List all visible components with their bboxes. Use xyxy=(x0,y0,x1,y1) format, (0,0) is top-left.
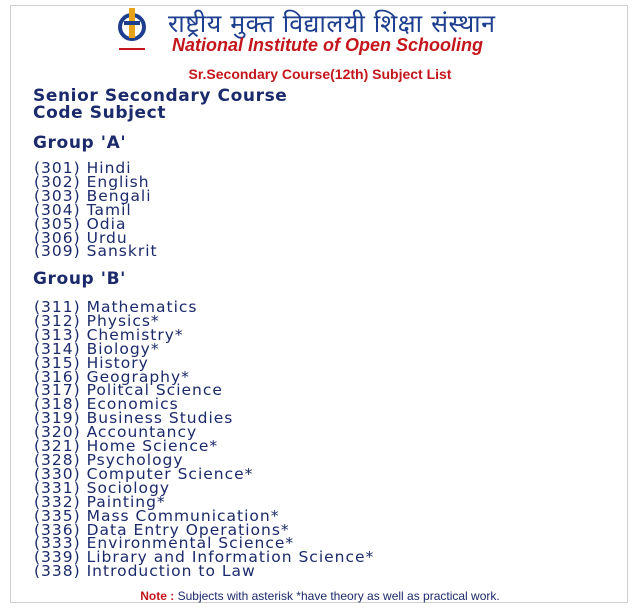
group-a-title: Group 'A' xyxy=(33,133,127,153)
institute-hindi-name: राष्ट्रीय मुक्त विद्यालयी शिक्षा संस्थान xyxy=(168,9,496,38)
page-subtitle: Sr.Secondary Course(12th) Subject List xyxy=(188,66,452,82)
subject-item: (314) Biology* xyxy=(34,339,160,358)
subject-item: (333) Environmental Science* xyxy=(34,534,295,553)
subject-item: (303) Bengali xyxy=(34,186,152,205)
subject-item: (306) Urdu xyxy=(34,228,128,247)
subject-item: (317) Politcal Science xyxy=(34,381,223,400)
subject-item: (315) History xyxy=(34,353,149,372)
group-a-list xyxy=(34,159,158,261)
course-heading: Senior Secondary Course xyxy=(33,86,288,106)
subject-item: (331) Sociology xyxy=(34,478,171,497)
institute-english-name: National Institute of Open Schooling xyxy=(172,35,483,55)
subject-item: (330) Computer Science* xyxy=(34,464,254,483)
subject-item: (312) Physics* xyxy=(34,311,160,330)
note-label: Note : xyxy=(140,589,175,603)
subject-item: (320) Accountancy xyxy=(34,423,198,442)
subject-item: (316) Geography* xyxy=(34,367,190,386)
subject-item: (319) Business Studies xyxy=(34,409,234,428)
note-text: Subjects with asterisk *have theory as well as practical work. xyxy=(174,589,500,603)
subject-item: (321) Home Science* xyxy=(34,437,219,456)
column-heading: Code Subject xyxy=(33,103,167,123)
subject-item: (305) Odia xyxy=(34,214,127,233)
subject-item: (311) Mathematics xyxy=(34,298,198,316)
group-b-list xyxy=(34,298,375,581)
nios-logo-icon xyxy=(117,6,147,56)
group-b-title: Group 'B' xyxy=(33,269,126,289)
subject-item: (335) Mass Communication* xyxy=(34,506,280,525)
subject-item: (318) Economics xyxy=(34,395,179,414)
subject-item: (332) Painting* xyxy=(34,492,166,511)
subject-item: (328) Psychology xyxy=(34,450,184,469)
footnote xyxy=(0,589,640,603)
subject-item: (301) Hindi xyxy=(34,159,132,177)
subject-item: (313) Chemistry* xyxy=(34,325,184,344)
subject-item: (338) Introduction to Law xyxy=(34,562,256,581)
subject-item: (302) English xyxy=(34,172,150,191)
subject-item: (309) Sanskrit xyxy=(34,242,158,261)
subject-item: (336) Data Entry Operations* xyxy=(34,520,290,539)
subject-item: (304) Tamil xyxy=(34,200,132,219)
subject-item: (339) Library and Information Science* xyxy=(34,548,375,567)
